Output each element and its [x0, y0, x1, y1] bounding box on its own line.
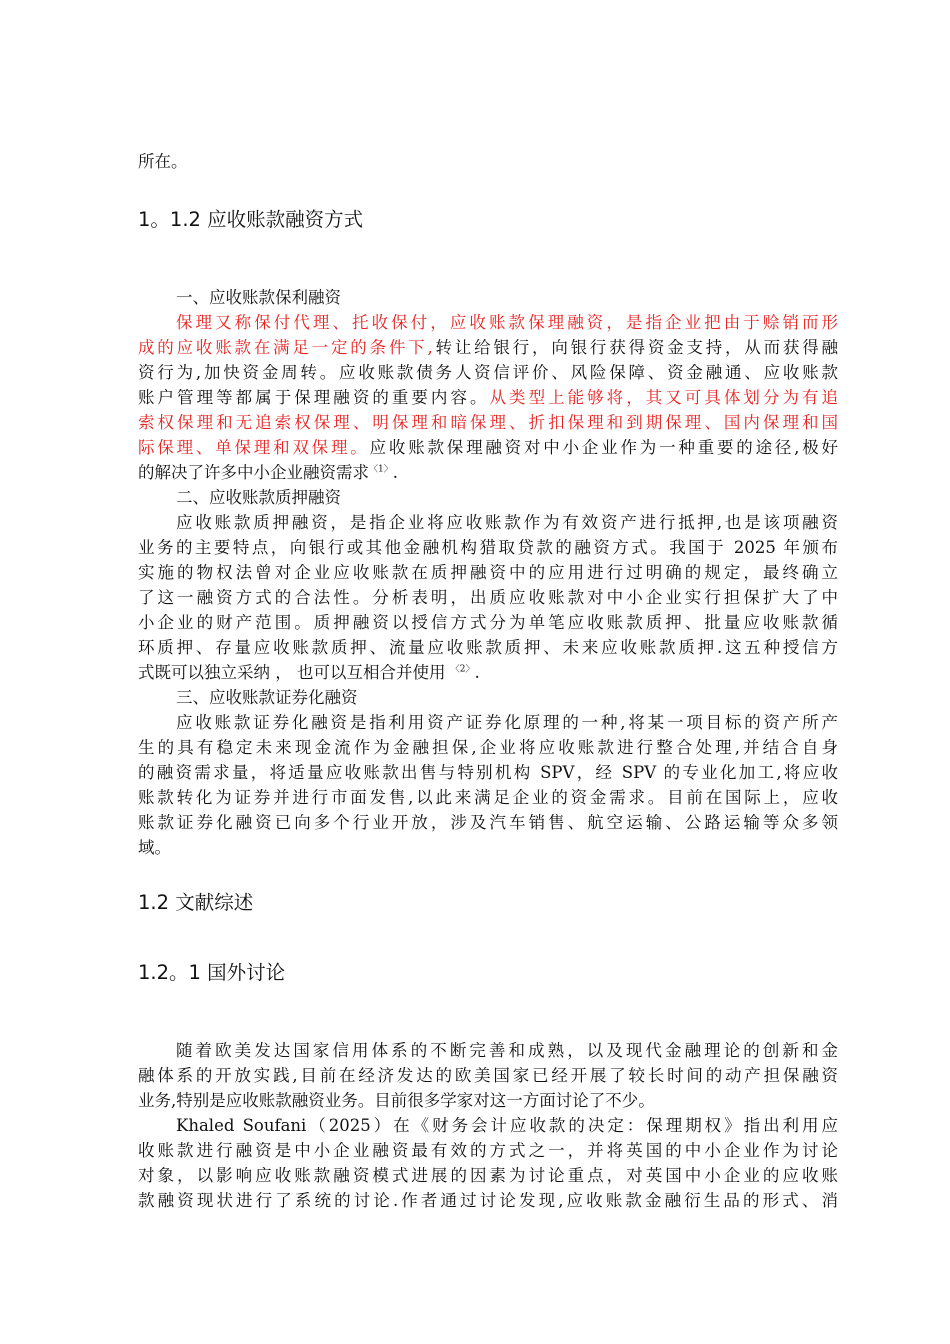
- subsection-title: 三、应收账款证券化融资: [176, 688, 358, 707]
- paragraph-line: 实施的物权法曾对企业应收账款在质押融资中的应用进行过明确的规定，最终确立: [138, 563, 838, 582]
- section-heading-1-2: 1.2 文献综述: [138, 891, 254, 914]
- paragraph-line: [138, 336, 838, 360]
- subsection-title: 一、应收账款保利融资: [176, 288, 341, 307]
- paragraph-line: 业务,特别是应收账款融资业务。目前很多学家对这一方面讨论了不少。: [138, 1091, 655, 1110]
- text-span: 的解决了许多中小企业融资需求: [138, 463, 369, 482]
- highlighted-text: 从类型上能够将，其又可具体划分为有追: [489, 388, 839, 407]
- paragraph-line: 了这一融资方式的合法性。分析表明，出质应收账款对中小企业实行担保扩大了中: [138, 588, 838, 607]
- paragraph-line: [138, 461, 398, 485]
- paragraph-line: [138, 661, 480, 685]
- paragraph-line: 资行为,加快资金周转。应收账款债务人资信评价、风险保障、资金融通、应收账款: [138, 363, 838, 382]
- text-span: 应收账款保理融资对中小企业作为一种重要的途径,极好: [369, 438, 839, 457]
- paragraph-line: 账款证券化融资已向多个行业开放，涉及汽车销售、航空运输、公路运输等众多领: [138, 813, 838, 832]
- highlighted-text: 际保理、单保理和双保理。: [138, 438, 370, 457]
- paragraph-line: 生的具有稳定未来现金流作为金融担保,企业将应收账款进行整合处理,并结合自身: [138, 738, 838, 757]
- paragraph-line: 应收账款证券化融资是指利用资产证券化原理的一种,将某一项目标的资产所产: [176, 713, 838, 732]
- section-heading-1-2-1: 1.2。1 国外讨论: [138, 961, 286, 984]
- text-span: .: [474, 663, 480, 682]
- paragraph-line: 所在。: [138, 152, 188, 171]
- text-span: .: [392, 463, 398, 482]
- subsection-title: 二、应收账款质押融资: [176, 488, 341, 507]
- paragraph-line: 款融资现状进行了系统的讨论.作者通过讨论发现,应收账款金融衍生品的形式、消: [138, 1191, 838, 1210]
- text-span: 转让给银行，向银行获得资金支持，从而获得融: [432, 338, 839, 357]
- paragraph-line: [138, 386, 838, 410]
- text-span: 账户管理等都属于保理融资的重要内容。: [138, 388, 490, 407]
- paragraph-line: 的融资需求量，将适量应收账款出售与特别机构 SPV，经 SPV 的专业化加工,将应收: [138, 763, 838, 782]
- paragraph-line: 应收账款质押融资，是指企业将应收账款作为有效资产进行抵押,也是该项融资: [176, 513, 838, 532]
- paragraph-line: 环质押、存量应收账款质押、流量应收账款质押、未来应收账款质押.这五种授信方: [138, 638, 838, 657]
- paragraph-line: [138, 436, 838, 460]
- section-heading-1-1-2: 1。1.2 应收账款融资方式: [138, 208, 364, 231]
- paragraph-line: 收账款进行融资是中小企业融资最有效的方式之一，并将英国的中小企业作为讨论: [138, 1141, 838, 1160]
- paragraph-line: 对象，以影响应收账款融资模式进展的因素为讨论重点，对英国中小企业的应收账: [138, 1166, 838, 1185]
- paragraph-line: Khaled Soufani（2025）在《财务会计应收款的决定：保理期权》指出利用应: [176, 1116, 838, 1135]
- paragraph-line: 小企业的财产范围。质押融资以授信方式分为单笔应收账款质押、批量应收账款循: [138, 613, 838, 632]
- paragraph-line: 业务的主要特点，向银行或其他金融机构猎取贷款的融资方式。我国于 2025 年颁布: [138, 538, 838, 557]
- paragraph-line: 随着欧美发达国家信用体系的不断完善和成熟，以及现代金融理论的创新和金: [176, 1041, 838, 1060]
- citation-marker: 〈2〉: [450, 664, 475, 675]
- paragraph-line: 索权保理和无追索权保理、明保理和暗保理、折扣保理和到期保理、国内保理和国: [138, 413, 838, 432]
- citation-marker: 〈1〉: [369, 464, 393, 475]
- highlighted-text: 成的应收账款在满足一定的条件下,: [138, 338, 433, 357]
- text-span: 式既可以独立采纳 ， 也可以互相合并使用: [138, 663, 451, 682]
- paragraph-line: 保理又称保付代理、托收保付，应收账款保理融资，是指企业把由于赊销而形: [176, 313, 838, 332]
- paragraph-line: 融体系的开放实践,目前在经济发达的欧美国家已经开展了较长时间的动产担保融资: [138, 1066, 838, 1085]
- paragraph-line: 账款转化为证券并进行市面发售,以此来满足企业的资金需求。目前在国际上，应收: [138, 788, 838, 807]
- paragraph-line: 域。: [138, 838, 171, 857]
